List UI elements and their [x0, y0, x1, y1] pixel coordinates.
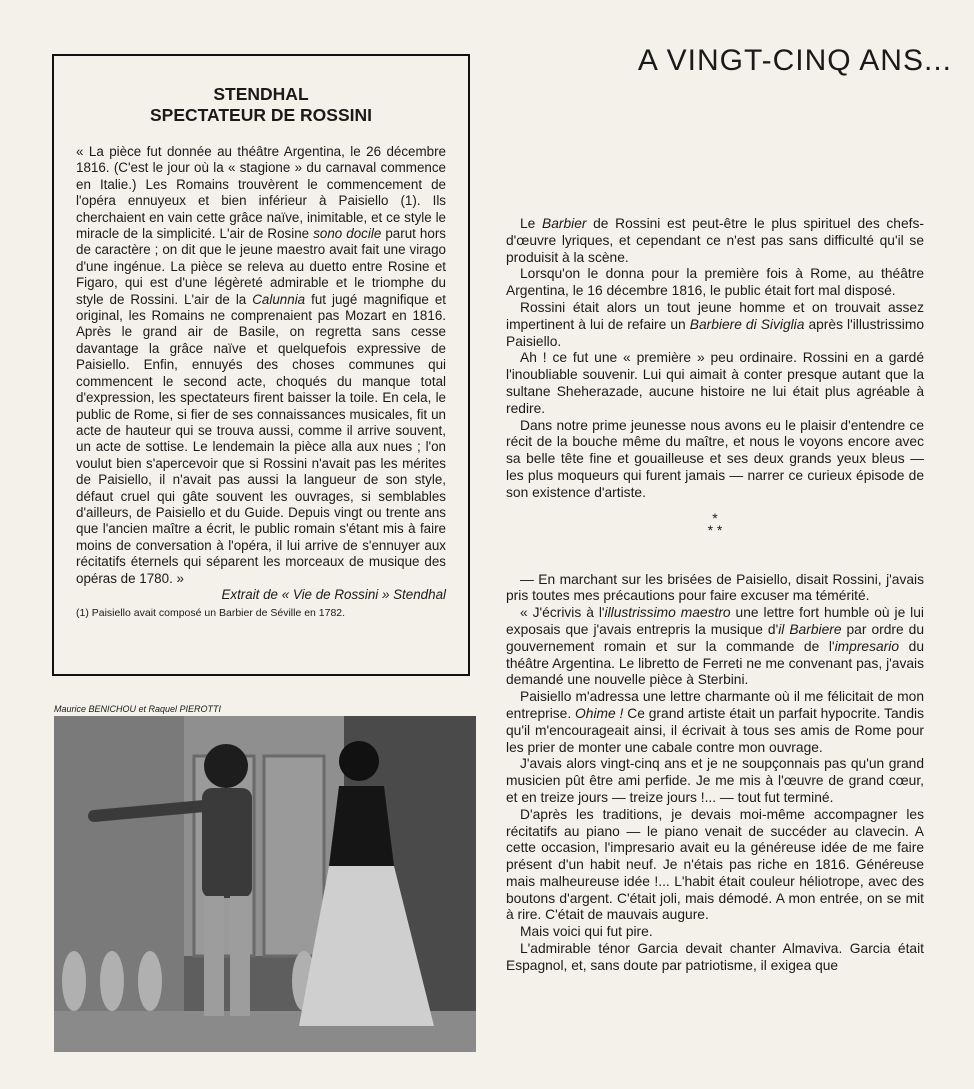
stendhal-quote	[76, 144, 446, 587]
text-run: par ordre du gouvernement romain et sur la commande de l'	[506, 621, 924, 654]
text-em: il Barbiere	[778, 621, 842, 637]
text-run: du théâtre Argentina. Le libretto de Ferreti ne me convenant pas, j'avais demandé une nouvelle pièce à Sterbini.	[506, 638, 924, 688]
article-paragraph: L'admirable ténor Garcia devait chanter Almaviva. Garcia était Espagnol, et, sans doute par patriotisme, il exigea que	[506, 941, 924, 973]
quote-part-c: fut jugé magnifique et original, les Romains ne comprenaient pas Mozart en 1816. Après le grand air de Basile, on regretta sans cesse davantage la grâce naïve et quelquefois expressive de Paisiello. Enfin, ennuyés des choses communes qui commencent le second acte, choqués du manque total d'expression, les spectateurs firent baisser la toile. En cela, le public de Rome, si fier de ses connaissances musicales, fit un acte de hauteur qui se trouva aussi, comme il arrive souvent, un acte de sottise. Le lendemain la pièce alla aux nues ; l'on voulut bien s'apercevoir que si Rossini n'avait pas les mérites de Paisiello, il n'avait pas aussi la langueur de son style, défaut cruel qui gâte souvent les ouvrages, si semblables d'ailleurs, de Paisiello et du Guide. Depuis vingt ou trente ans que l'ancien maître a écrit, le public romain s'étant mis à faire moins de conversation à l'opéra, il lui arrive de s'ennuyer aux récitatifs éternels qui séparent les morceaux de musique des opéras de 1780. »	[76, 291, 447, 586]
article-paragraph	[506, 300, 924, 350]
text-run: Rossini était alors un tout jeune homme et on trouvait assez impertinent à lui de refaire un	[506, 299, 924, 332]
quote-em-calunnia: Calunnia	[252, 291, 306, 307]
text-em: impresario	[834, 638, 899, 654]
photo-caption: Maurice BENICHOU et Raquel PIEROTTI	[54, 704, 222, 714]
article-paragraph: D'après les traditions, je devais moi-même accompagner les récitatifs au piano — le piano venait de succéder au clavecin. A cette occasion, l'impresario avait eu la généreuse idée de me faire présent d'un habit neuf. Je n'étais pas riche en 1816. Généreuse mais malheureuse idée !... L'habit était couleur héliotrope, avec des boutons d'argent. C'était joli, mais démodé. A mon entrée, on se mit à rire. C'était de mauvais augure.	[506, 806, 924, 923]
section-separator	[506, 509, 924, 538]
quote-part-b: parut hors de caractère ; on dit que le jeune maestro avait fait une virago d'une ingénue. La pièce se releva au duetto entre Rosine et Figaro, qui est d'une légèreté admirable et le triomphe du style de Rossini. L'air de la	[76, 226, 446, 307]
article-paragraph: Mais voici qui fut pire.	[520, 924, 653, 940]
article-paragraph: — En marchant sur les brisées de Paisiello, disait Rossini, j'avais pris toutes mes précautions pour faire excuser ma témérité.	[506, 571, 924, 604]
article-paragraph	[506, 689, 924, 756]
quote-source: Extrait de « Vie de Rossini » Stendhal	[221, 586, 446, 602]
text-em: Ohime !	[575, 705, 624, 721]
text-run: Paisiello m'adressa une lettre charmante où il me félicitait de mon entreprise.	[506, 689, 924, 721]
footnote: (1) Paisiello avait composé un Barbier de Séville en 1782.	[76, 607, 346, 620]
text-run: Ce grand artiste était un parfait hypocrite. Tandis qu'il m'encourageait ainsi, il écrivait à tous ses amis de Rome pour les prier de monter une cabale contre mon ouvrage.	[506, 705, 924, 755]
text-run: « J'écrivis à l'	[520, 605, 605, 621]
separator-stars-bottom: * *	[707, 521, 723, 538]
quote-part-a: « La pièce fut donnée au théâtre Argentina, le 26 décembre 1816. (C'est le jour où la « stagione » du carnaval commence en Italie.) Les Romains trouvèrent le commencement de l'opéra ennuyeux et bien inférieur à Paisiello (1). Ils cherchaient en vain cette grâce naïve, inimitable, et ce style le miracle de la simplicité. L'air de Rosine	[76, 144, 446, 242]
quote-em-sono-docile: sono docile	[313, 226, 382, 242]
text-run: Le	[520, 216, 542, 231]
text-em: illustrissimo maestro	[604, 605, 731, 621]
stage-photo	[54, 716, 476, 1052]
article-paragraph	[506, 216, 924, 266]
sidebox-title-line2: SPECTATEUR DE ROSSINI	[149, 105, 372, 125]
text-run: après l'illustrissimo Paisiello.	[506, 316, 924, 349]
separator-star-top: *	[712, 509, 718, 526]
sidebox-title	[76, 84, 446, 126]
article-paragraph: J'avais alors vingt-cinq ans et je ne soupçonnais pas qu'un grand musicien pût être ami perfide. Je me mis à l'œuvre de grand cœur, et en treize jours — treize jours !... — tout fut terminé.	[506, 756, 924, 805]
stage-photo-illustration	[54, 716, 476, 1052]
text-run: une lettre fort humble où je lui exposais que j'avais entrepris la musique d'	[506, 605, 924, 637]
page-title: A VINGT-CINQ ANS...	[637, 44, 952, 77]
article-paragraph	[506, 605, 924, 689]
article-paragraph: Dans notre prime jeunesse nous avons eu le plaisir d'entendre ce récit de la bouche même du maître, et nous le voyons encore avec sa belle tête fine et gouailleuse et ses deux grands yeux bleus — les plus moqueurs qui furent jamais — narrer ce curieux épisode de son existence d'artiste.	[506, 417, 924, 500]
stendhal-sidebox	[52, 54, 470, 676]
text-em: Barbiere di Siviglia	[689, 316, 805, 332]
article-paragraph: Ah ! ce fut une « première » peu ordinaire. Rossini en a gardé l'inoubliable souvenir. Lui qui aimait à conter presque autant que la sultane Sheherazade, aucune histoire ne lui était plus agréable à redire.	[506, 350, 924, 416]
sidebox-title-line1: STENDHAL	[213, 84, 309, 104]
article-paragraph: Lorsqu'on le donna pour la première fois à Rome, au théâtre Argentina, le 16 décembre 1816, le public était fort mal disposé.	[506, 266, 924, 299]
text-run: de Rossini est peut-être le plus spirituel des chefs-d'œuvre lyriques, et cependant ce n'est pas sans difficulté qu'il se produisit à la scène.	[506, 216, 924, 265]
text-em: Barbier	[542, 216, 587, 231]
article-body	[506, 216, 924, 975]
